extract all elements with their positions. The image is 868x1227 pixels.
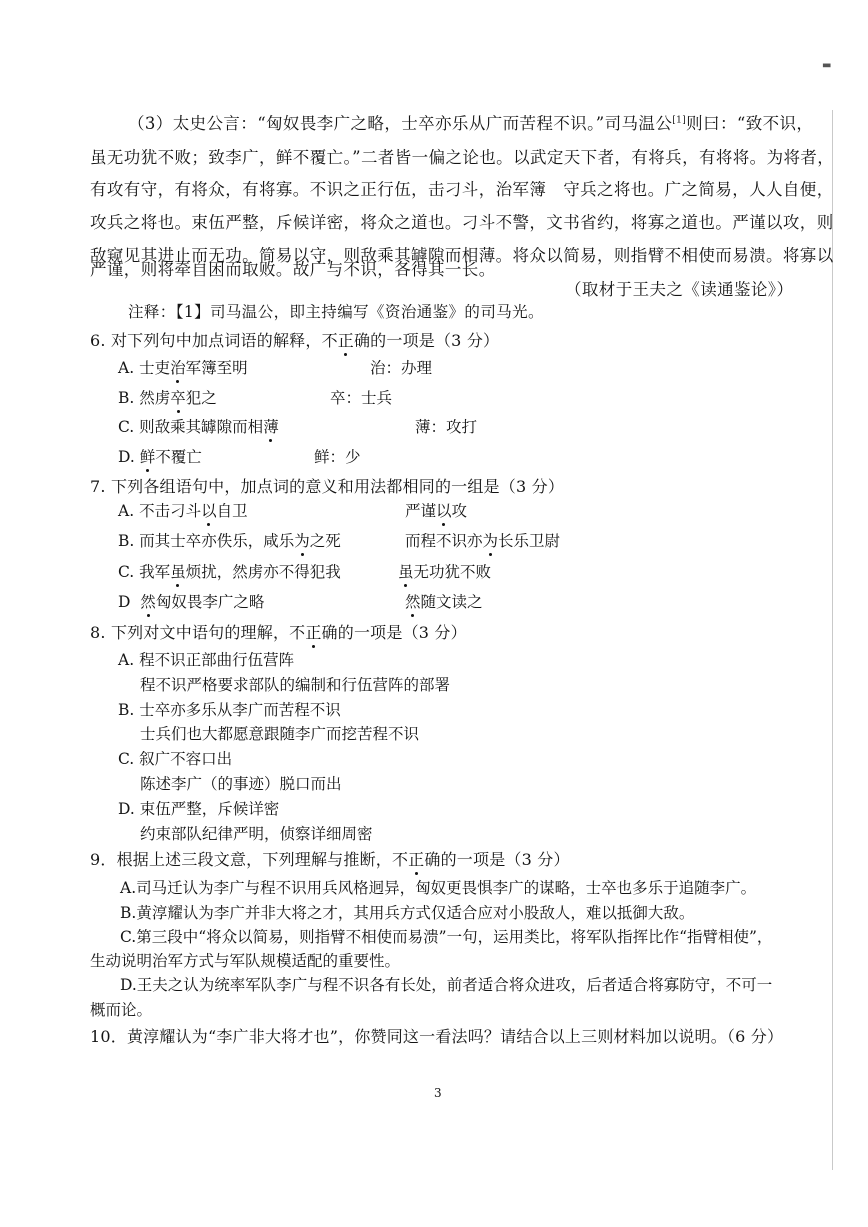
q8-stem: 8. 下列对文中语句的理解，不正确的一项是（3 分） <box>90 623 467 642</box>
q8-option-a-quote: A. 程不识正部曲行伍营阵 <box>118 651 295 669</box>
q8-option-c-quote: C. 叙广不容口出 <box>118 750 233 768</box>
q7-option-b-left: B. 而其士卒亦佚乐，咸乐为之死 <box>118 532 341 550</box>
q7-option-c-right: 虽无功犹不败 <box>398 563 492 581</box>
q8-option-a-explain: 程不识严格要求部队的编制和行伍营阵的部署 <box>140 676 451 694</box>
q9-option-b: B.黄淳耀认为李广并非大将之才，其用兵方式仅适合应对小股敌人，难以抵御大敌。 <box>120 904 695 922</box>
page-number: 3 <box>434 1086 442 1100</box>
passage-line-5: 敌窥见其进止而无功。简易以守，则敌乘其罅隙而相薄。将众以简易，则指臂不相使而易溃。将寡以 <box>90 246 834 265</box>
q6-option-b-gloss: 卒：士兵 <box>330 389 393 407</box>
footnote-marker: [1] <box>672 115 687 126</box>
q6-option-a-gloss: 治：办理 <box>370 359 433 377</box>
passage-source: （取材于王夫之《读通鉴论》） <box>565 280 794 299</box>
q7-option-a-right: 严谨以攻 <box>405 502 468 520</box>
q6-stem: 6. 对下列句中加点词语的解释，不正确的一项是（3 分） <box>90 331 500 350</box>
passage-line-4: 攻兵之将也。束伍严整，斥候详密，将众之道也。刁斗不警，文书省约，将寡之道也。严谨以攻，则 <box>90 213 834 232</box>
q9-option-c-line1: C.第三段中“将众以简易，则指臂不相使而易溃”一句，运用类比，将军队指挥比作“指臂相使”， <box>120 928 773 946</box>
q9-option-d-line2: 概而论。 <box>90 1001 153 1019</box>
q6-option-a: A. 士吏治军簿至明 <box>118 359 248 377</box>
q6-option-b: B. 然虏卒犯之 <box>118 389 217 407</box>
q6-option-d-gloss: 鲜：少 <box>314 448 361 466</box>
passage-line-3: 有攻有守，有将众，有将寡。不识之正行伍，击刁斗，治军簿 守兵之将也。广之简易，人人自便， <box>90 180 834 199</box>
passage-line-2: 虽无功犹不败；致李广，鲜不覆亡。”二者皆一偏之论也。以武定天下者，有将兵，有将将。为将者， <box>90 148 835 167</box>
q8-option-b-quote: B. 士卒亦多乐从李广而苦程不识 <box>118 701 341 719</box>
q8-option-d-explain: 约束部队纪律严明，侦察详细周密 <box>140 825 373 843</box>
q6-emphasis: 不正确 <box>321 331 371 350</box>
q7-option-c-left: C. 我军虽烦扰，然虏亦不得犯我 <box>118 563 341 581</box>
q9-option-d-line1: D.王夫之认为统率军队李广与程不识各有长处，前者适合将众进攻，后者适合将寡防守，不可一 <box>120 976 773 994</box>
q10-stem: 10．黄淳耀认为“李广非大将才也”，你赞同这一看法吗？请结合以上三则材料加以说明。（6 分） <box>90 1027 784 1046</box>
q9-option-c-line2: 生动说明治军方式与军队规模适配的重要性。 <box>90 952 401 970</box>
q6-option-d: D. 鲜不覆亡 <box>118 448 202 466</box>
q7-stem: 7. 下列各组语句中，加点词的意义和用法都相同的一组是（3 分） <box>90 477 565 496</box>
q7-option-d-left: D 然匈奴畏李广之略 <box>118 593 265 611</box>
scan-edge-line <box>832 110 833 1170</box>
q8-option-c-explain: 陈述李广（的事迹）脱口而出 <box>140 775 342 793</box>
q8-option-b-explain: 士兵们也大都愿意跟随李广而挖苦程不识 <box>140 725 420 743</box>
q9-stem: 9．根据上述三段文意，下列理解与推断，不正确的一项是（3 分） <box>90 850 570 869</box>
q6-option-c-gloss: 薄：攻打 <box>415 418 478 436</box>
passage-line-6: 严谨，则将牵自困而取败。故广与不识，各得其一长。 <box>90 260 496 279</box>
passage-annotation: 注释：【1】司马温公，即主持编写《资治通鉴》的司马光。 <box>128 303 544 321</box>
q8-option-d-quote: D. 束伍严整，斥候详密 <box>118 800 280 818</box>
scan-mark: ▬ <box>822 60 832 71</box>
q7-option-a-left: A. 不击刁斗以自卫 <box>118 502 248 520</box>
q9-option-a: A.司马迁认为李广与程不识用兵风格迥异，匈奴更畏惧李广的谋略，士卒也多乐于追随李广。 <box>120 879 757 897</box>
passage-line-1: （3）太史公言：“匈奴畏李广之略，士卒亦乐从广而苦程不识。”司马温公[1]则曰：“致不识， <box>128 114 814 133</box>
q6-option-c: C. 则敌乘其罅隙而相薄 <box>118 418 279 436</box>
q7-option-d-right: 然随文读之 <box>405 593 483 611</box>
q7-option-b-right: 而程不识亦为长乐卫尉 <box>405 532 561 550</box>
